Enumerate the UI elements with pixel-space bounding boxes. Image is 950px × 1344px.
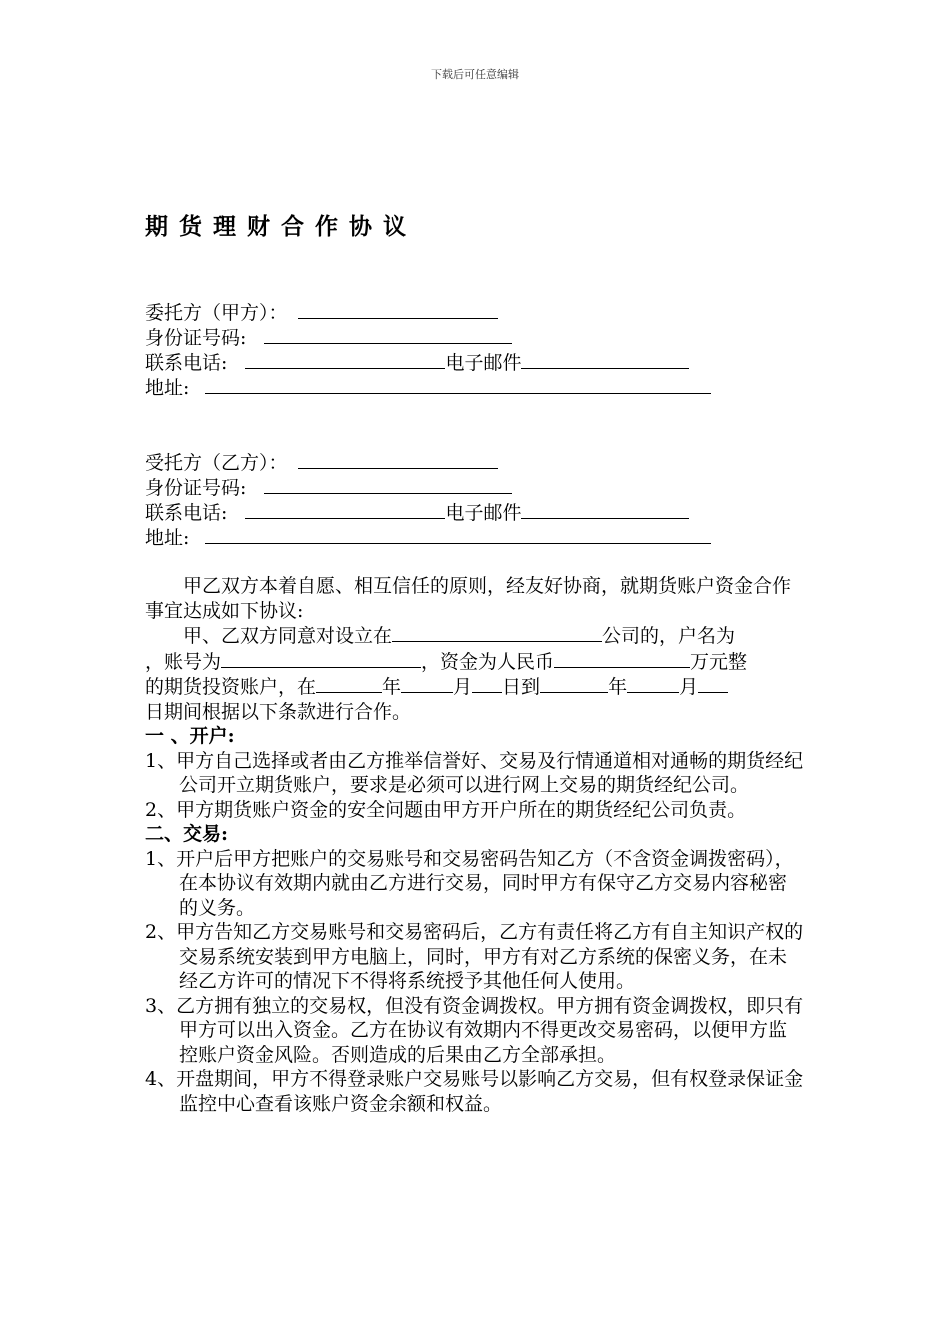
party-a-email-blank[interactable]: [521, 350, 689, 369]
end-year-blank[interactable]: [540, 674, 608, 693]
document-title: 期货理财合作协议: [145, 213, 417, 240]
agreement-body: [145, 574, 805, 1116]
party-b-id-blank[interactable]: [264, 475, 512, 494]
party-b-address-label: 地址:: [145, 527, 190, 549]
account-text-3: ，账号为: [145, 650, 222, 673]
start-month-blank[interactable]: [401, 674, 453, 693]
party-a-address-label: 地址:: [145, 377, 190, 399]
account-number-blank[interactable]: [221, 649, 421, 668]
account-text-7: 年: [382, 676, 402, 698]
item-number: 1、: [145, 749, 177, 772]
party-a-label: 委托方（甲方）：: [145, 302, 288, 324]
party-a-address-line: [145, 375, 711, 400]
account-text-9: 日到: [502, 676, 541, 698]
party-b-address-line: [145, 525, 711, 550]
item-text: 开盘期间，甲方不得登录账户交易账号以影响乙方交易，但有权登录保证金监控中心查看该账户资金余额和权益。: [176, 1068, 804, 1115]
party-b-email-label: 电子邮件: [445, 502, 522, 524]
party-b-name-line: [145, 450, 498, 475]
account-text-5: 万元整: [690, 650, 748, 673]
item-number: 4、: [145, 1068, 177, 1090]
section-2-item: [145, 847, 805, 921]
party-b-name-blank[interactable]: [298, 450, 498, 469]
item-number: 2、: [145, 921, 177, 943]
account-paragraph: [145, 623, 805, 724]
item-number: 3、: [145, 994, 177, 1017]
account-text-8: 月: [453, 676, 473, 698]
party-a-id-label: 身份证号码:: [145, 327, 247, 349]
party-b-phone-blank[interactable]: [245, 500, 445, 519]
party-b-label: 受托方（乙方）：: [145, 452, 288, 474]
end-day-blank[interactable]: [698, 674, 728, 693]
party-a-phone-label: 联系电话:: [145, 352, 228, 374]
account-text-4: ，资金为人民币: [421, 650, 555, 673]
section-2-heading: 二、交易:: [145, 823, 229, 845]
party-a-id-blank[interactable]: [264, 325, 512, 344]
party-a-email-label: 电子邮件: [445, 352, 522, 374]
section-2-item: [145, 1067, 805, 1116]
party-b-email-blank[interactable]: [521, 500, 689, 519]
party-b-id-label: 身份证号码:: [145, 477, 247, 499]
party-a-id-line: [145, 325, 512, 350]
start-day-blank[interactable]: [472, 674, 502, 693]
start-year-blank[interactable]: [316, 674, 382, 693]
company-blank[interactable]: [392, 623, 602, 642]
item-text: 甲方告知乙方交易账号和交易密码后，乙方有责任将乙方有自主知识产权的交易系统安装到甲方电脑上，同时，甲方有对乙方系统的保密义务，在未经乙方许可的情况下不得将系统授予其他任何人使用。: [176, 921, 804, 992]
party-b-address-blank[interactable]: [205, 525, 711, 544]
section-2-item: [145, 920, 805, 994]
party-a-address-blank[interactable]: [205, 375, 711, 394]
party-b-contact-line: [145, 500, 689, 525]
account-text-1: 甲、乙双方同意对设立在: [183, 625, 393, 647]
item-text: 甲方期货账户资金的安全问题由甲方开户所在的期货经纪公司负责。: [176, 798, 747, 821]
party-a-name-line: [145, 300, 498, 325]
party-b-phone-label: 联系电话:: [145, 502, 228, 524]
amount-blank[interactable]: [554, 649, 690, 668]
end-month-blank[interactable]: [627, 674, 679, 693]
item-text: 开户后甲方把账户的交易账号和交易密码告知乙方（不含资金调拨密码），在本协议有效期内就由乙方进行交易，同时甲方有保守乙方交易内容秘密的义务。: [176, 847, 794, 919]
party-a-contact-line: [145, 350, 689, 375]
section-2-item: [145, 994, 805, 1068]
item-text: 甲方自己选择或者由乙方推举信誉好、交易及行情通道相对通畅的期货经纪公司开立期货账户，要求是必须可以进行网上交易的期货经纪公司。: [176, 749, 804, 796]
section-1-item: [145, 798, 805, 823]
page-header: 下载后可任意编辑: [431, 68, 519, 81]
item-number: 1、: [145, 847, 177, 870]
account-text-10: 年: [608, 676, 628, 698]
party-a-phone-blank[interactable]: [245, 350, 445, 369]
party-b-id-line: [145, 475, 512, 500]
item-text: 乙方拥有独立的交易权，但没有资金调拨权。甲方拥有资金调拨权，即只有甲方可以出入资金。乙方在协议有效期内不得更改交易密码，以便甲方监控账户资金风险。否则造成的后果由乙方全部承担。: [176, 994, 804, 1066]
section-1-item: [145, 749, 805, 798]
party-a-name-blank[interactable]: [298, 300, 498, 319]
account-text-12: 日期间根据以下条款进行合作。: [145, 700, 412, 723]
section-1-heading: 一 、开户:: [145, 725, 235, 747]
account-text-6: 的期货投资账户，在: [145, 676, 317, 698]
account-text-2: 公司的，户名为: [602, 625, 736, 647]
account-text-11: 月: [679, 676, 699, 698]
item-number: 2、: [145, 798, 177, 821]
intro-paragraph: 甲乙双方本着自愿、相互信任的原则，经友好协商，就期货账户资金合作事宜达成如下协议:: [145, 575, 792, 622]
